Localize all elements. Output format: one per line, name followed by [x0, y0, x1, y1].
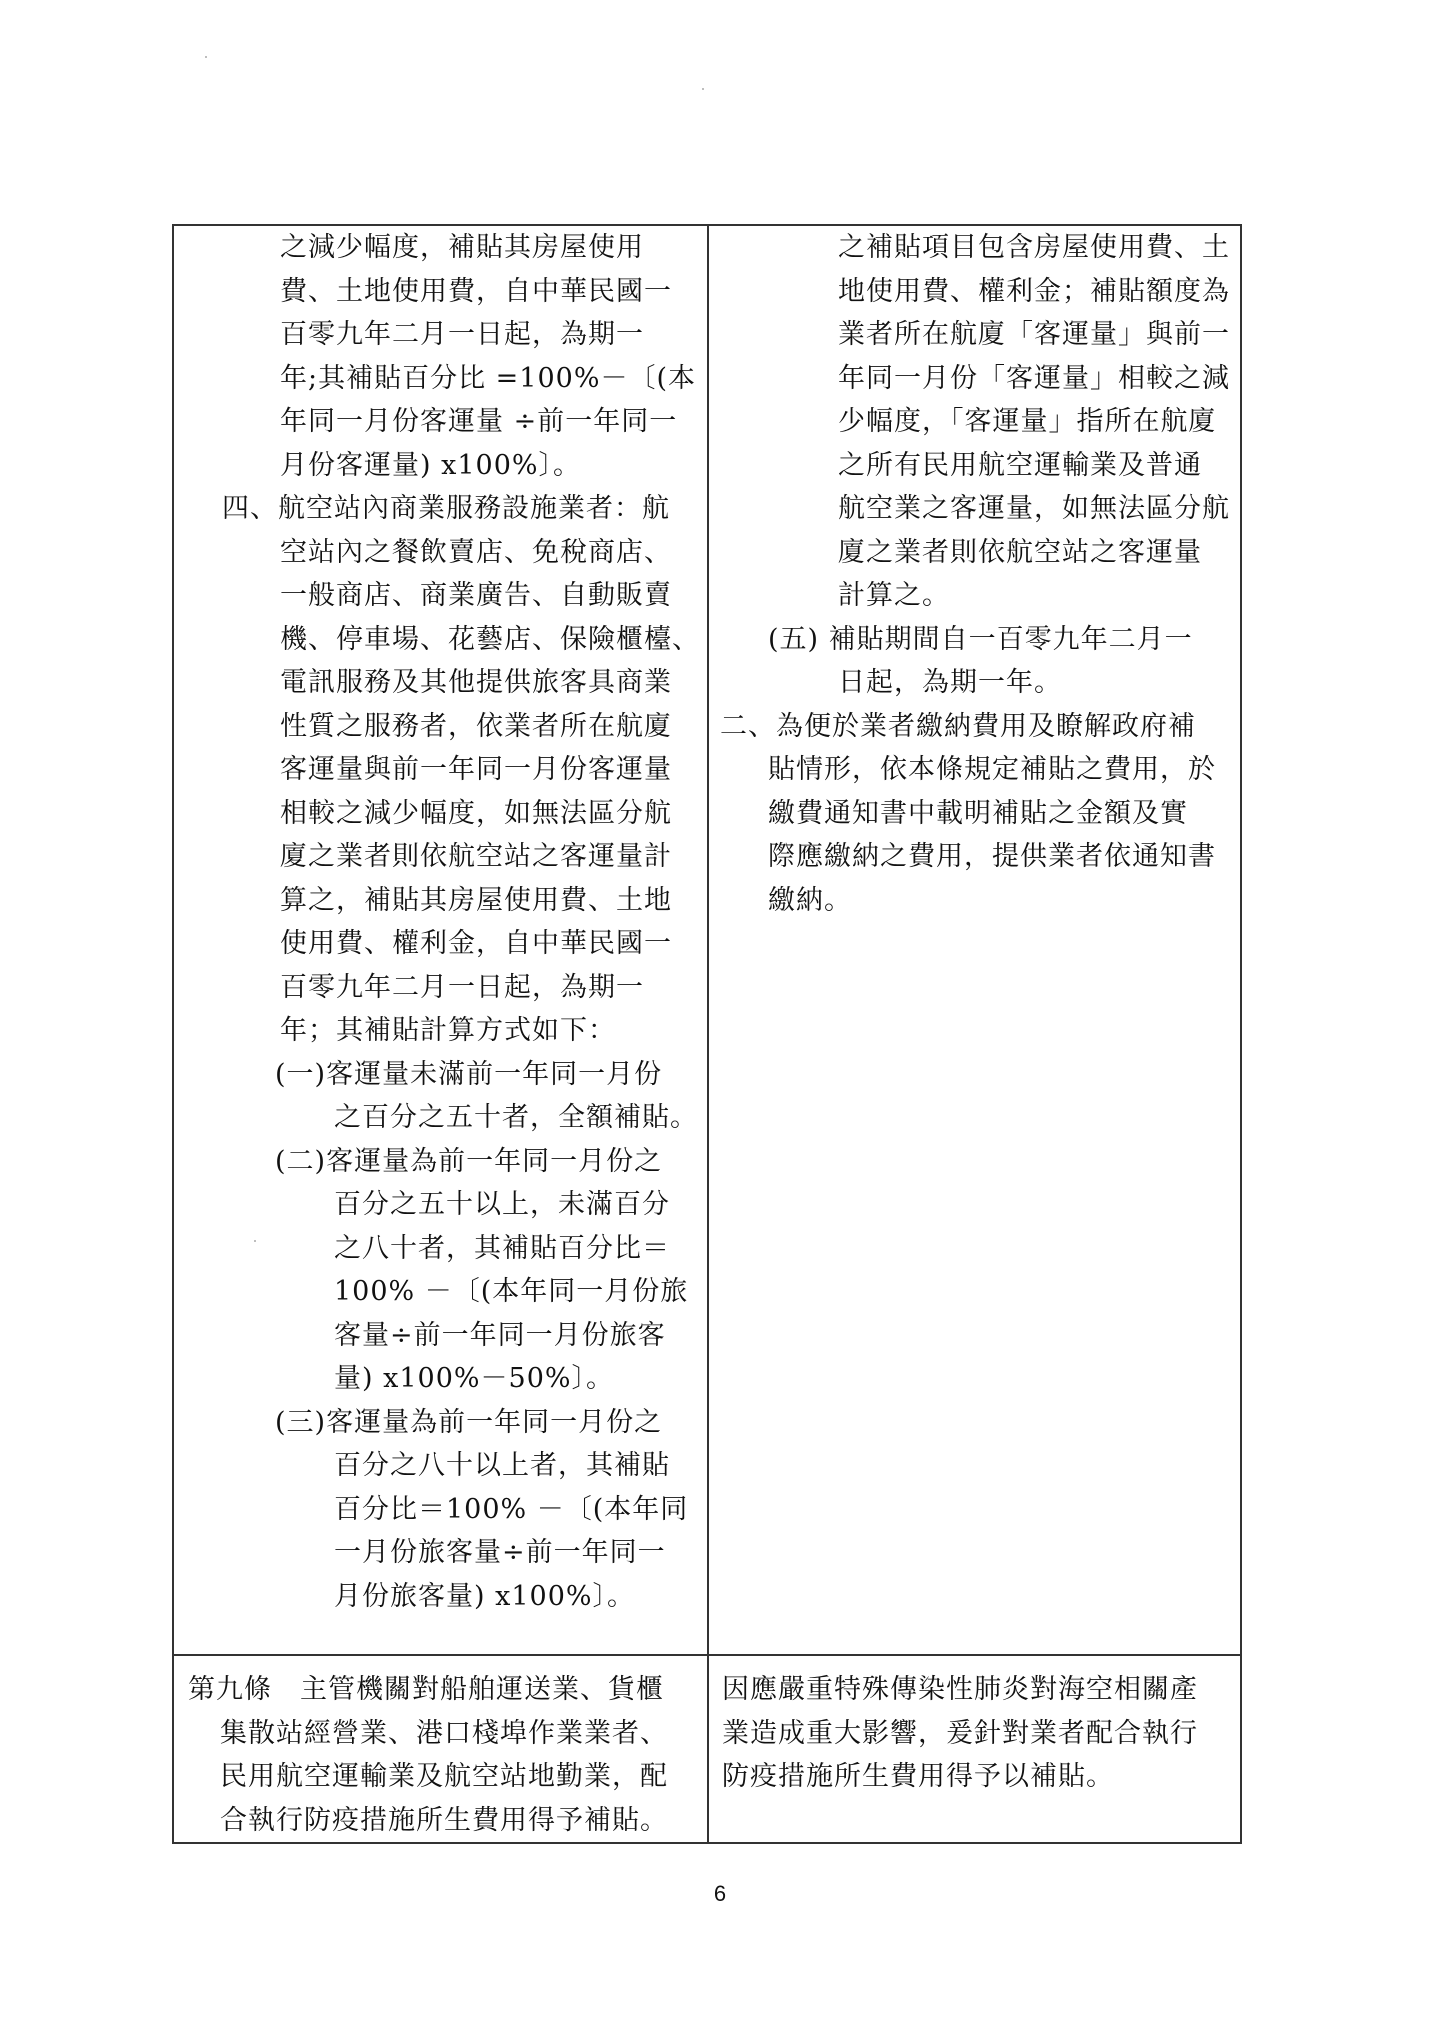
scan-speck [205, 56, 207, 58]
text-line: (一)客運量未滿前一年同一月份 [275, 1058, 663, 1090]
text-line: 合執行防疫措施所生費用得予補貼。 [220, 1804, 668, 1836]
table-row-divider [172, 1654, 1242, 1656]
text-line: 百零九年二月一日起，為期一 [280, 319, 644, 350]
text-line: 廈之業者則依航空站之客運量計 [280, 841, 672, 872]
text-line: 業造成重大影響，爰針對業者配合執行 [722, 1717, 1198, 1749]
right-column-top [720, 226, 1230, 922]
article-nine-text [188, 1668, 698, 1842]
text-line: 日起，為期一年。 [838, 667, 1062, 698]
text-line: 量) x100%－50%〕。 [334, 1363, 615, 1394]
text-line: (二)客運量為前一年同一月份之 [275, 1145, 663, 1177]
text-line: 業者所在航廈「客運量」與前一 [838, 319, 1230, 350]
text-line: 百分比＝100% －〔(本年同 [334, 1493, 689, 1525]
text-line: 民用航空運輸業及航空站地勤業，配 [220, 1761, 668, 1792]
text-line: 貼情形，依本條規定補貼之費用，於 [768, 754, 1216, 785]
text-line: 相較之減少幅度，如無法區分航 [280, 797, 672, 829]
text-line: 之八十者，其補貼百分比＝ [334, 1232, 670, 1264]
text-line: 月份客運量) x100%〕。 [280, 449, 582, 481]
text-line: 航空業之客運量，如無法區分航 [838, 493, 1230, 524]
text-line: 機、停車場、花藝店、保險櫃檯、 [280, 623, 700, 655]
text-line: 年同一月份「客運量」相較之減 [838, 362, 1230, 394]
text-line: 性質之服務者，依業者所在航廈 [280, 710, 672, 742]
text-line: 一月份旅客量÷前一年同一 [334, 1537, 666, 1568]
text-line: 100% －〔(本年同一月份旅 [334, 1276, 689, 1307]
scan-speck [702, 88, 704, 90]
text-line: 客運量與前一年同一月份客運量 [280, 754, 672, 785]
text-line: 防疫措施所生費用得予以補貼。 [722, 1761, 1114, 1792]
text-line: 百零九年二月一日起，為期一 [280, 971, 644, 1003]
text-line: 之所有民用航空運輸業及普通 [838, 449, 1202, 481]
text-line: 因應嚴重特殊傳染性肺炎對海空相關產 [722, 1674, 1198, 1705]
text-line: 費、土地使用費，自中華民國一 [280, 275, 672, 307]
text-line: 之百分之五十者，全額補貼。 [334, 1102, 698, 1133]
table-column-divider [707, 224, 709, 1844]
text-line: 繳費通知書中載明補貼之金額及實 [768, 797, 1188, 829]
text-line: 空站內之餐飲賣店、免稅商店、 [280, 536, 672, 568]
text-line: 使用費、權利金，自中華民國一 [280, 928, 672, 959]
article-nine-explanation [722, 1668, 1232, 1799]
text-line: 百分之五十以上，未滿百分 [334, 1189, 670, 1220]
text-line: (五) 補貼期間自一百零九年二月一 [768, 623, 1193, 655]
text-line: 年；其補貼計算方式如下： [280, 1015, 616, 1046]
text-line: 集散站經營業、港口棧埠作業業者、 [220, 1717, 668, 1749]
text-line: 百分之八十以上者，其補貼 [334, 1450, 670, 1481]
text-line: (三)客運量為前一年同一月份之 [275, 1406, 663, 1438]
text-line: 電訊服務及其他提供旅客具商業 [280, 667, 672, 698]
text-line: 地使用費、權利金；補貼額度為 [838, 275, 1230, 307]
text-line: 四、航空站內商業服務設施業者：航 [222, 493, 670, 524]
text-line: 計算之。 [838, 580, 950, 611]
text-line: 一般商店、商業廣告、自動販賣 [280, 580, 672, 611]
text-line: 客量÷前一年同一月份旅客 [334, 1319, 666, 1351]
text-line: 年同一月份客運量 ÷前一年同一 [280, 406, 678, 437]
text-line: 之補貼項目包含房屋使用費、土 [838, 232, 1230, 263]
text-line: 年;其補貼百分比 =100%－〔(本 [280, 362, 697, 394]
text-line: 際應繳納之費用，提供業者依通知書 [768, 841, 1216, 872]
text-line: 少幅度，「客運量」指所在航廈 [838, 406, 1217, 437]
text-line: 二、為便於業者繳納費用及瞭解政府補 [720, 710, 1196, 742]
text-line: 之減少幅度，補貼其房屋使用 [280, 232, 644, 263]
text-line: 算之，補貼其房屋使用費、土地 [280, 884, 672, 916]
text-line: 月份旅客量) x100%〕。 [334, 1580, 636, 1612]
left-column-top [200, 226, 700, 1618]
text-line: 第九條 主管機關對船舶運送業、貨櫃 [188, 1674, 664, 1705]
text-line: 廈之業者則依航空站之客運量 [838, 536, 1202, 568]
text-line: 繳納。 [768, 884, 852, 916]
page-number: 6 [713, 1881, 727, 1906]
